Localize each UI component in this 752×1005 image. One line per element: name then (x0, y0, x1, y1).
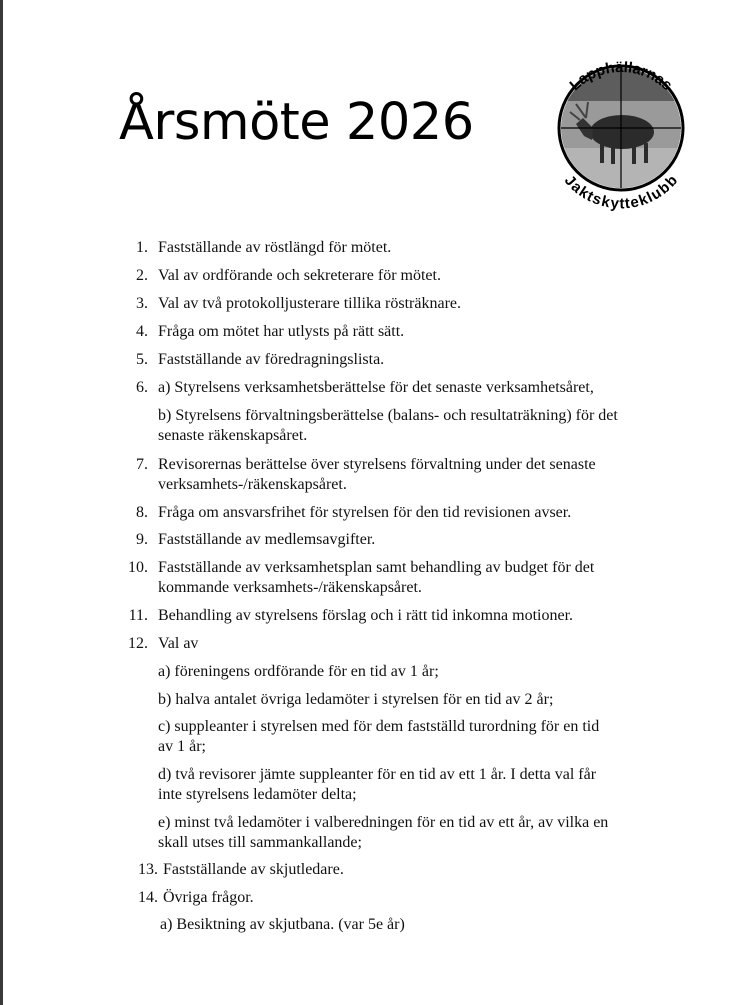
agenda-item-number: 11. (128, 607, 148, 624)
agenda-item-text-continued: kommande verksamhets-/räkenskapsåret. (158, 579, 422, 596)
agenda-item-text: Val av två protokolljusterare tillika rösträknare. (158, 295, 462, 312)
agenda-item-text: Fråga om ansvarsfrihet för styrelsen för den tid revisionen avser. (158, 504, 572, 521)
agenda-item-text: a) föreningens ordförande för en tid av 1 år; (158, 663, 439, 680)
agenda-item-number: 12. (128, 635, 148, 652)
agenda-item-text-continued: inte styrelsens ledamöter delta; (158, 786, 357, 803)
agenda-item-number: 4. (136, 323, 148, 340)
agenda-item-text: Val av (158, 635, 199, 652)
logo-text-bottom: Jaktskytteklubb (560, 172, 682, 212)
agenda-item-text: e) minst två ledamöter i valberedningen för en tid av ett år, av vilka en (158, 814, 609, 831)
agenda-item-text: b) Styrelsens förvaltningsberättelse (balans- och resultaträkning) för det (158, 407, 618, 424)
agenda-item-text: b) halva antalet övriga ledamöter i styrelsen för en tid av 2 år; (158, 691, 554, 708)
agenda-item-text-continued: skall utses till sammankallande; (158, 834, 362, 851)
agenda-item-text: Behandling av styrelsens förslag och i rätt tid inkomna motioner. (158, 607, 574, 624)
agenda-item-number: 8. (136, 504, 148, 521)
agenda-item-text: Revisorernas berättelse över styrelsens förvaltning under det senaste (158, 456, 596, 473)
agenda-item-text: Fastställande av föredragningslista. (158, 351, 385, 368)
agenda-item-text-continued: av 1 år; (158, 738, 206, 755)
agenda-item-text: Fastställande av medlemsavgifter. (158, 531, 376, 548)
agenda-item-number: 1. (136, 239, 148, 256)
logo-text-top: Lapphällarnas (566, 58, 676, 95)
agenda-item-text: a) Besiktning av skjutbana. (var 5e år) (160, 916, 405, 933)
agenda-item-text: Fastställande av röstlängd för mötet. (158, 239, 392, 256)
agenda-item-text: a) Styrelsens verksamhetsberättelse för det senaste verksamhetsåret, (158, 379, 594, 396)
page-title: Årsmöte 2026 (119, 93, 474, 152)
agenda-item-text: c) suppleanter i styrelsen med för dem fastställd turordning för en tid (158, 718, 600, 735)
agenda-item-number: 9. (136, 531, 148, 548)
agenda-item-number: 7. (136, 456, 148, 473)
agenda-item-number: 5. (136, 351, 148, 368)
agenda-item-number: 3. (136, 295, 148, 312)
agenda-item-number: 10. (128, 559, 148, 576)
agenda-item-text: d) två revisorer jämte suppleanter för en tid av ett 1 år. I detta val får (158, 766, 597, 783)
agenda-item-text: Övriga frågor. (163, 889, 254, 906)
agenda-item-text: Val av ordförande och sekreterare för mötet. (158, 267, 441, 284)
club-logo (548, 40, 694, 212)
agenda-item-text-continued: senaste räkenskapsåret. (158, 427, 308, 444)
agenda-item-text-continued: verksamhets-/räkenskapsåret. (158, 476, 347, 493)
agenda-item-number: 13. (138, 861, 158, 878)
page-left-edge (0, 0, 3, 1005)
agenda-item-number: 2. (136, 267, 148, 284)
agenda-item-text: Fastställande av skjutledare. (163, 861, 344, 878)
agenda-item-number: 14. (138, 889, 158, 906)
agenda-item-number: 6. (136, 379, 148, 396)
agenda-item-text: Fastställande av verksamhetsplan samt behandling av budget för det (158, 559, 595, 576)
agenda-item-text: Fråga om mötet har utlysts på rätt sätt. (158, 323, 405, 340)
